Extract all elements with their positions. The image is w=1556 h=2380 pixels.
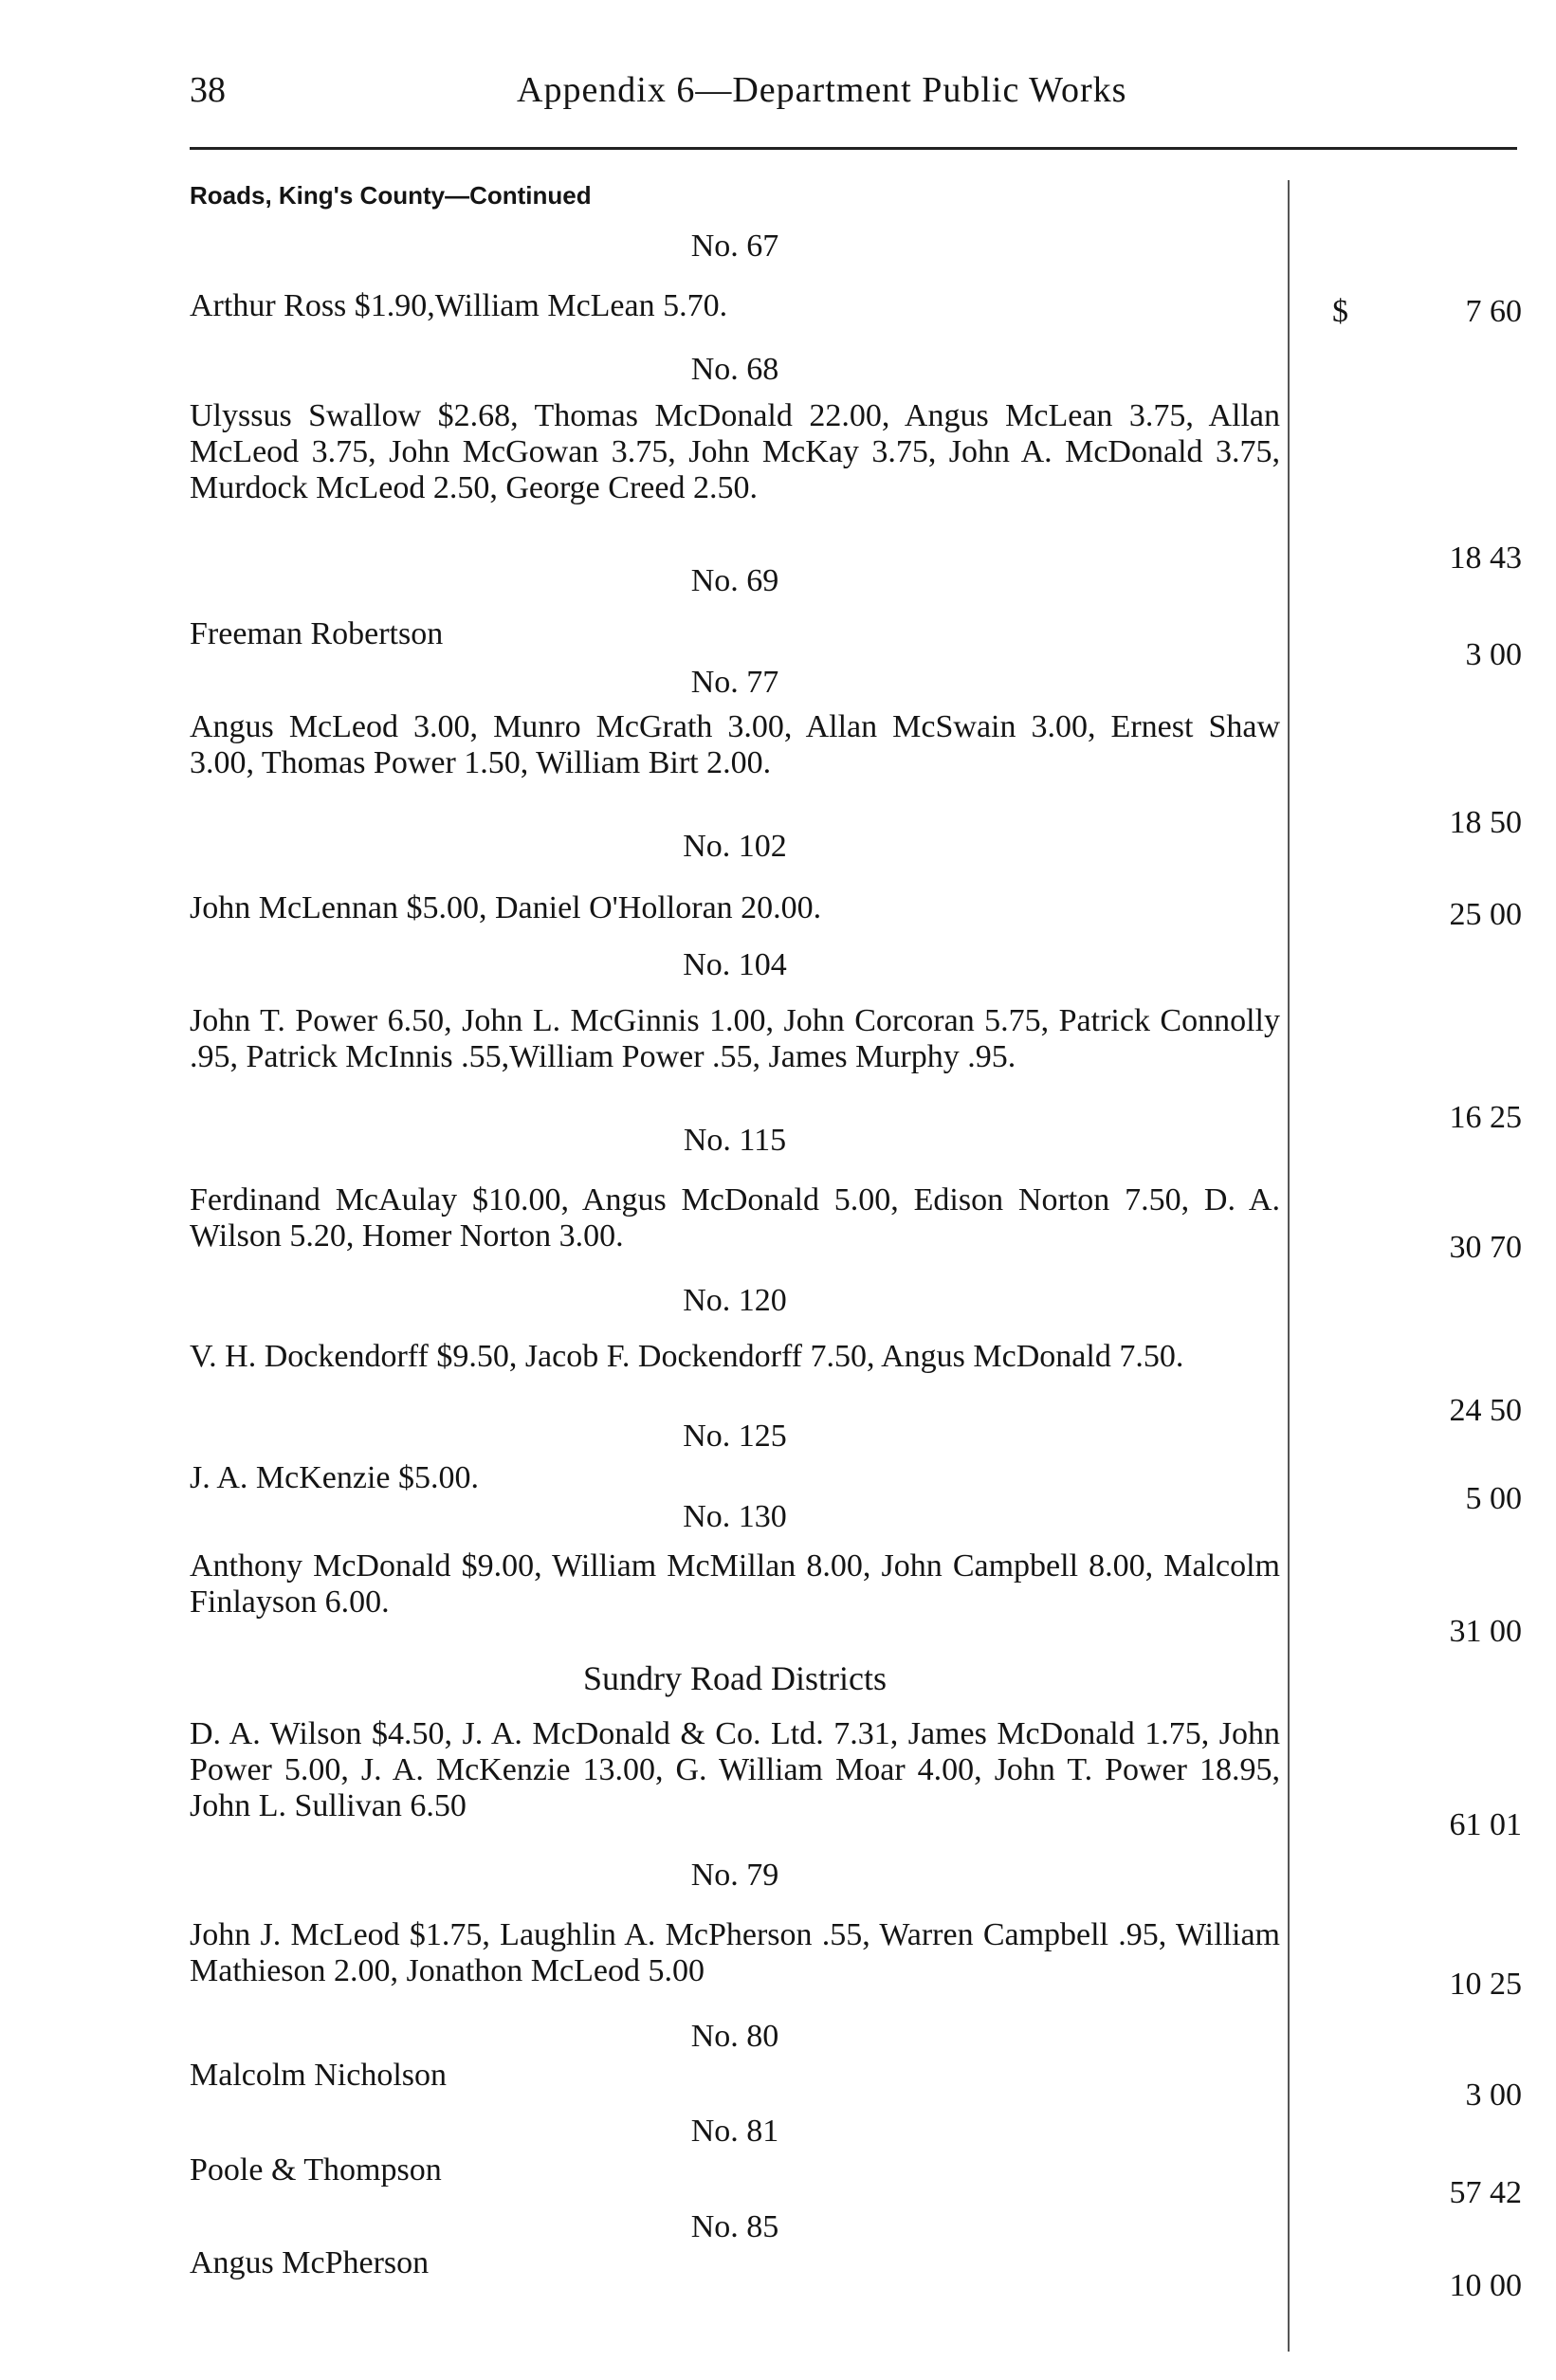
district-heading: No. 81 <box>690 2114 779 2149</box>
district-heading: No. 104 <box>683 947 787 982</box>
district-entries: V. H. Dockendorff $9.50, Jacob F. Dockendorff 7.50, Angus McDonald 7.50. <box>190 1339 1184 1374</box>
district-entries: Ferdinand McAulay $10.00, Angus McDonald 5.00, Edison Norton 7.50, D. A. Wilson 5.20, Homer Norton 3.00. <box>190 1182 1280 1254</box>
district-amount: 3 00 <box>1465 2078 1522 2113</box>
district-heading: No. 69 <box>690 563 779 598</box>
district-entries: Ulyssus Swallow $2.68, Thomas McDonald 22.00, Angus McLean 3.75, Allan McLeod 3.75, John McGowan 3.75, John McKay 3.75, John A. McDonald 3.75, Murdock McLeod 2.50, George Creed 2.50. <box>190 398 1280 505</box>
running-head: Appendix 6—Department Public Works <box>517 70 1127 110</box>
district-heading: No. 130 <box>683 1499 787 1534</box>
page-number: 38 <box>190 70 226 110</box>
district-amount: 25 00 <box>1449 897 1522 932</box>
district-amount: 31 00 <box>1449 1614 1522 1649</box>
district-heading: Sundry Road Districts <box>583 1659 887 1697</box>
district-heading: No. 85 <box>690 2209 779 2244</box>
district-amount: 30 70 <box>1449 1230 1522 1265</box>
page-header <box>190 68 1517 116</box>
district-amount-value: 7 60 <box>1465 294 1522 329</box>
district-amount: 18 50 <box>1449 805 1522 840</box>
district-heading: No. 115 <box>683 1123 787 1158</box>
district-entries: Poole & Thompson <box>190 2152 442 2188</box>
district-entries: Arthur Ross $1.90,William McLean 5.70. <box>190 288 728 323</box>
district-entries: J. A. McKenzie $5.00. <box>190 1460 480 1495</box>
district-entries: Angus McPherson <box>190 2245 430 2280</box>
district-heading: No. 120 <box>683 1283 787 1318</box>
district-entries: John J. McLeod $1.75, Laughlin A. McPherson .55, Warren Campbell .95, William Mathieson 2.00, Jonathon McLeod 5.00 <box>190 1917 1280 1988</box>
district-entries: John T. Power 6.50, John L. McGinnis 1.00, John Corcoran 5.75, Patrick Connolly .95, Patrick McInnis .55,William Power .55, James Murphy .95. <box>190 1003 1280 1074</box>
district-entries: John McLennan $5.00, Daniel O'Holloran 20.00. <box>190 890 822 925</box>
district-heading: No. 79 <box>690 1858 779 1893</box>
amount-column-rule <box>1288 180 1290 2352</box>
district-entries: Angus McLeod 3.00, Munro McGrath 3.00, Allan McSwain 3.00, Ernest Shaw 3.00, Thomas Power 1.50, William Birt 2.00. <box>190 709 1280 780</box>
district-amount: 57 42 <box>1449 2175 1522 2210</box>
district-entries: D. A. Wilson $4.50, J. A. McDonald & Co. Ltd. 7.31, James McDonald 1.75, John Power 5.00, J. A. McKenzie 13.00, G. William Moar 4.00, John T. Power 18.95, John L. Sullivan 6.50 <box>190 1716 1280 1823</box>
district-amount: 61 01 <box>1449 1807 1522 1842</box>
district-entries: Malcolm Nicholson <box>190 2058 448 2093</box>
district-heading: No. 68 <box>690 352 779 387</box>
district-heading: No. 102 <box>683 829 787 864</box>
district-amount: 3 00 <box>1465 637 1522 672</box>
district-amount <box>1332 294 1522 330</box>
district-amount: 16 25 <box>1449 1100 1522 1135</box>
district-heading: No. 67 <box>690 229 779 264</box>
district-heading: No. 77 <box>690 665 779 700</box>
header-rule <box>190 147 1517 150</box>
district-entries: Anthony McDonald $9.00, William McMillan 8.00, John Campbell 8.00, Malcolm Finlayson 6.00. <box>190 1548 1280 1620</box>
district-amount: 10 00 <box>1449 2268 1522 2303</box>
district-entries: Freeman Robertson <box>190 616 444 651</box>
district-amount: 5 00 <box>1465 1481 1522 1516</box>
district-amount: 10 25 <box>1449 1967 1522 2002</box>
district-amount: 24 50 <box>1449 1393 1522 1428</box>
district-heading: No. 125 <box>683 1419 787 1454</box>
district-heading: No. 80 <box>690 2019 779 2054</box>
district-amount: 18 43 <box>1449 540 1522 576</box>
currency-symbol: $ <box>1332 294 1348 329</box>
section-heading: Roads, King's County—Continued <box>190 181 592 210</box>
